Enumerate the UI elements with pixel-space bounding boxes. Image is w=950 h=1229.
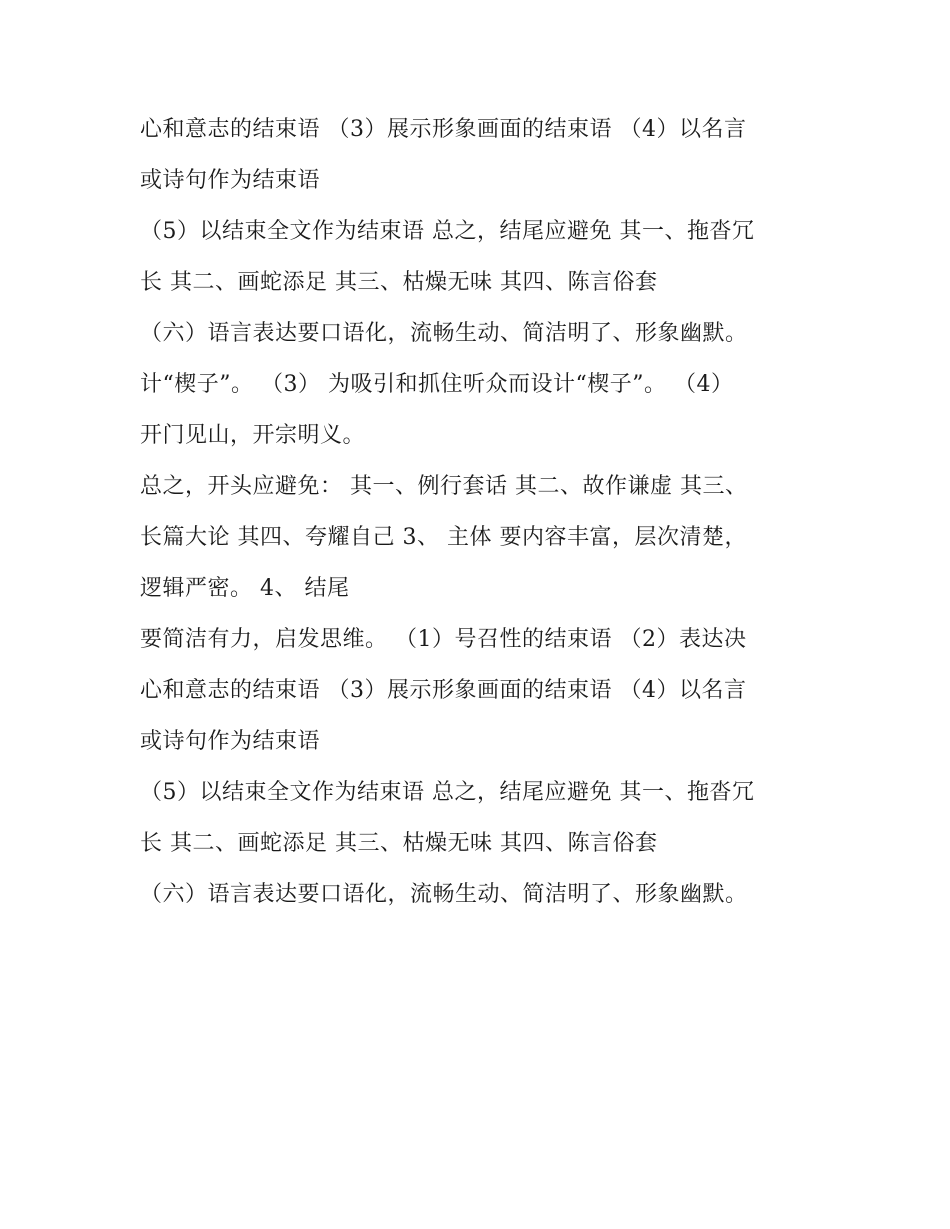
text-line: （5）以结束全文作为结束语 总之，结尾应避免 其一、拖沓冗 [140,219,755,244]
document-body [140,108,840,924]
text-line: （5）以结束全文作为结束语 总之，结尾应避免 其一、拖沓冗 [140,780,755,805]
text-line: 或诗句作为结束语 [140,729,321,754]
text-line: 心和意志的结束语 （3）展示形象画面的结束语 （4）以名言 [140,678,747,703]
text-line: 要简洁有力，启发思维。 （1）号召性的结束语 （2）表达决 [140,627,747,652]
text-line: （六）语言表达要口语化，流畅生动、简洁明了、形象幽默。 [140,882,748,907]
text-line: 长 其二、画蛇添足 其三、枯燥无味 其四、陈言俗套 [140,831,658,856]
text-line: （六）语言表达要口语化，流畅生动、简洁明了、形象幽默。 [140,321,748,346]
text-line: 心和意志的结束语 （3）展示形象画面的结束语 （4）以名言 [140,117,747,142]
text-line: 长 其二、画蛇添足 其三、枯燥无味 其四、陈言俗套 [140,270,658,295]
text-line: 或诗句作为结束语 [140,168,321,193]
text-line: 总之，开头应避免： 其一、例行套话 其二、故作谦虚 其三、 [140,474,748,499]
text-line: 开门见山，开宗明义。 [140,423,366,448]
text-line: 长篇大论 其四、夸耀自己 3、 主体 要内容丰富，层次清楚， [140,525,747,550]
text-line: 逻辑严密。 4、 结尾 [140,576,350,601]
text-line: 计“楔子”。 （3） 为吸引和抓住听众而设计“楔子”。 （4） [140,372,734,397]
